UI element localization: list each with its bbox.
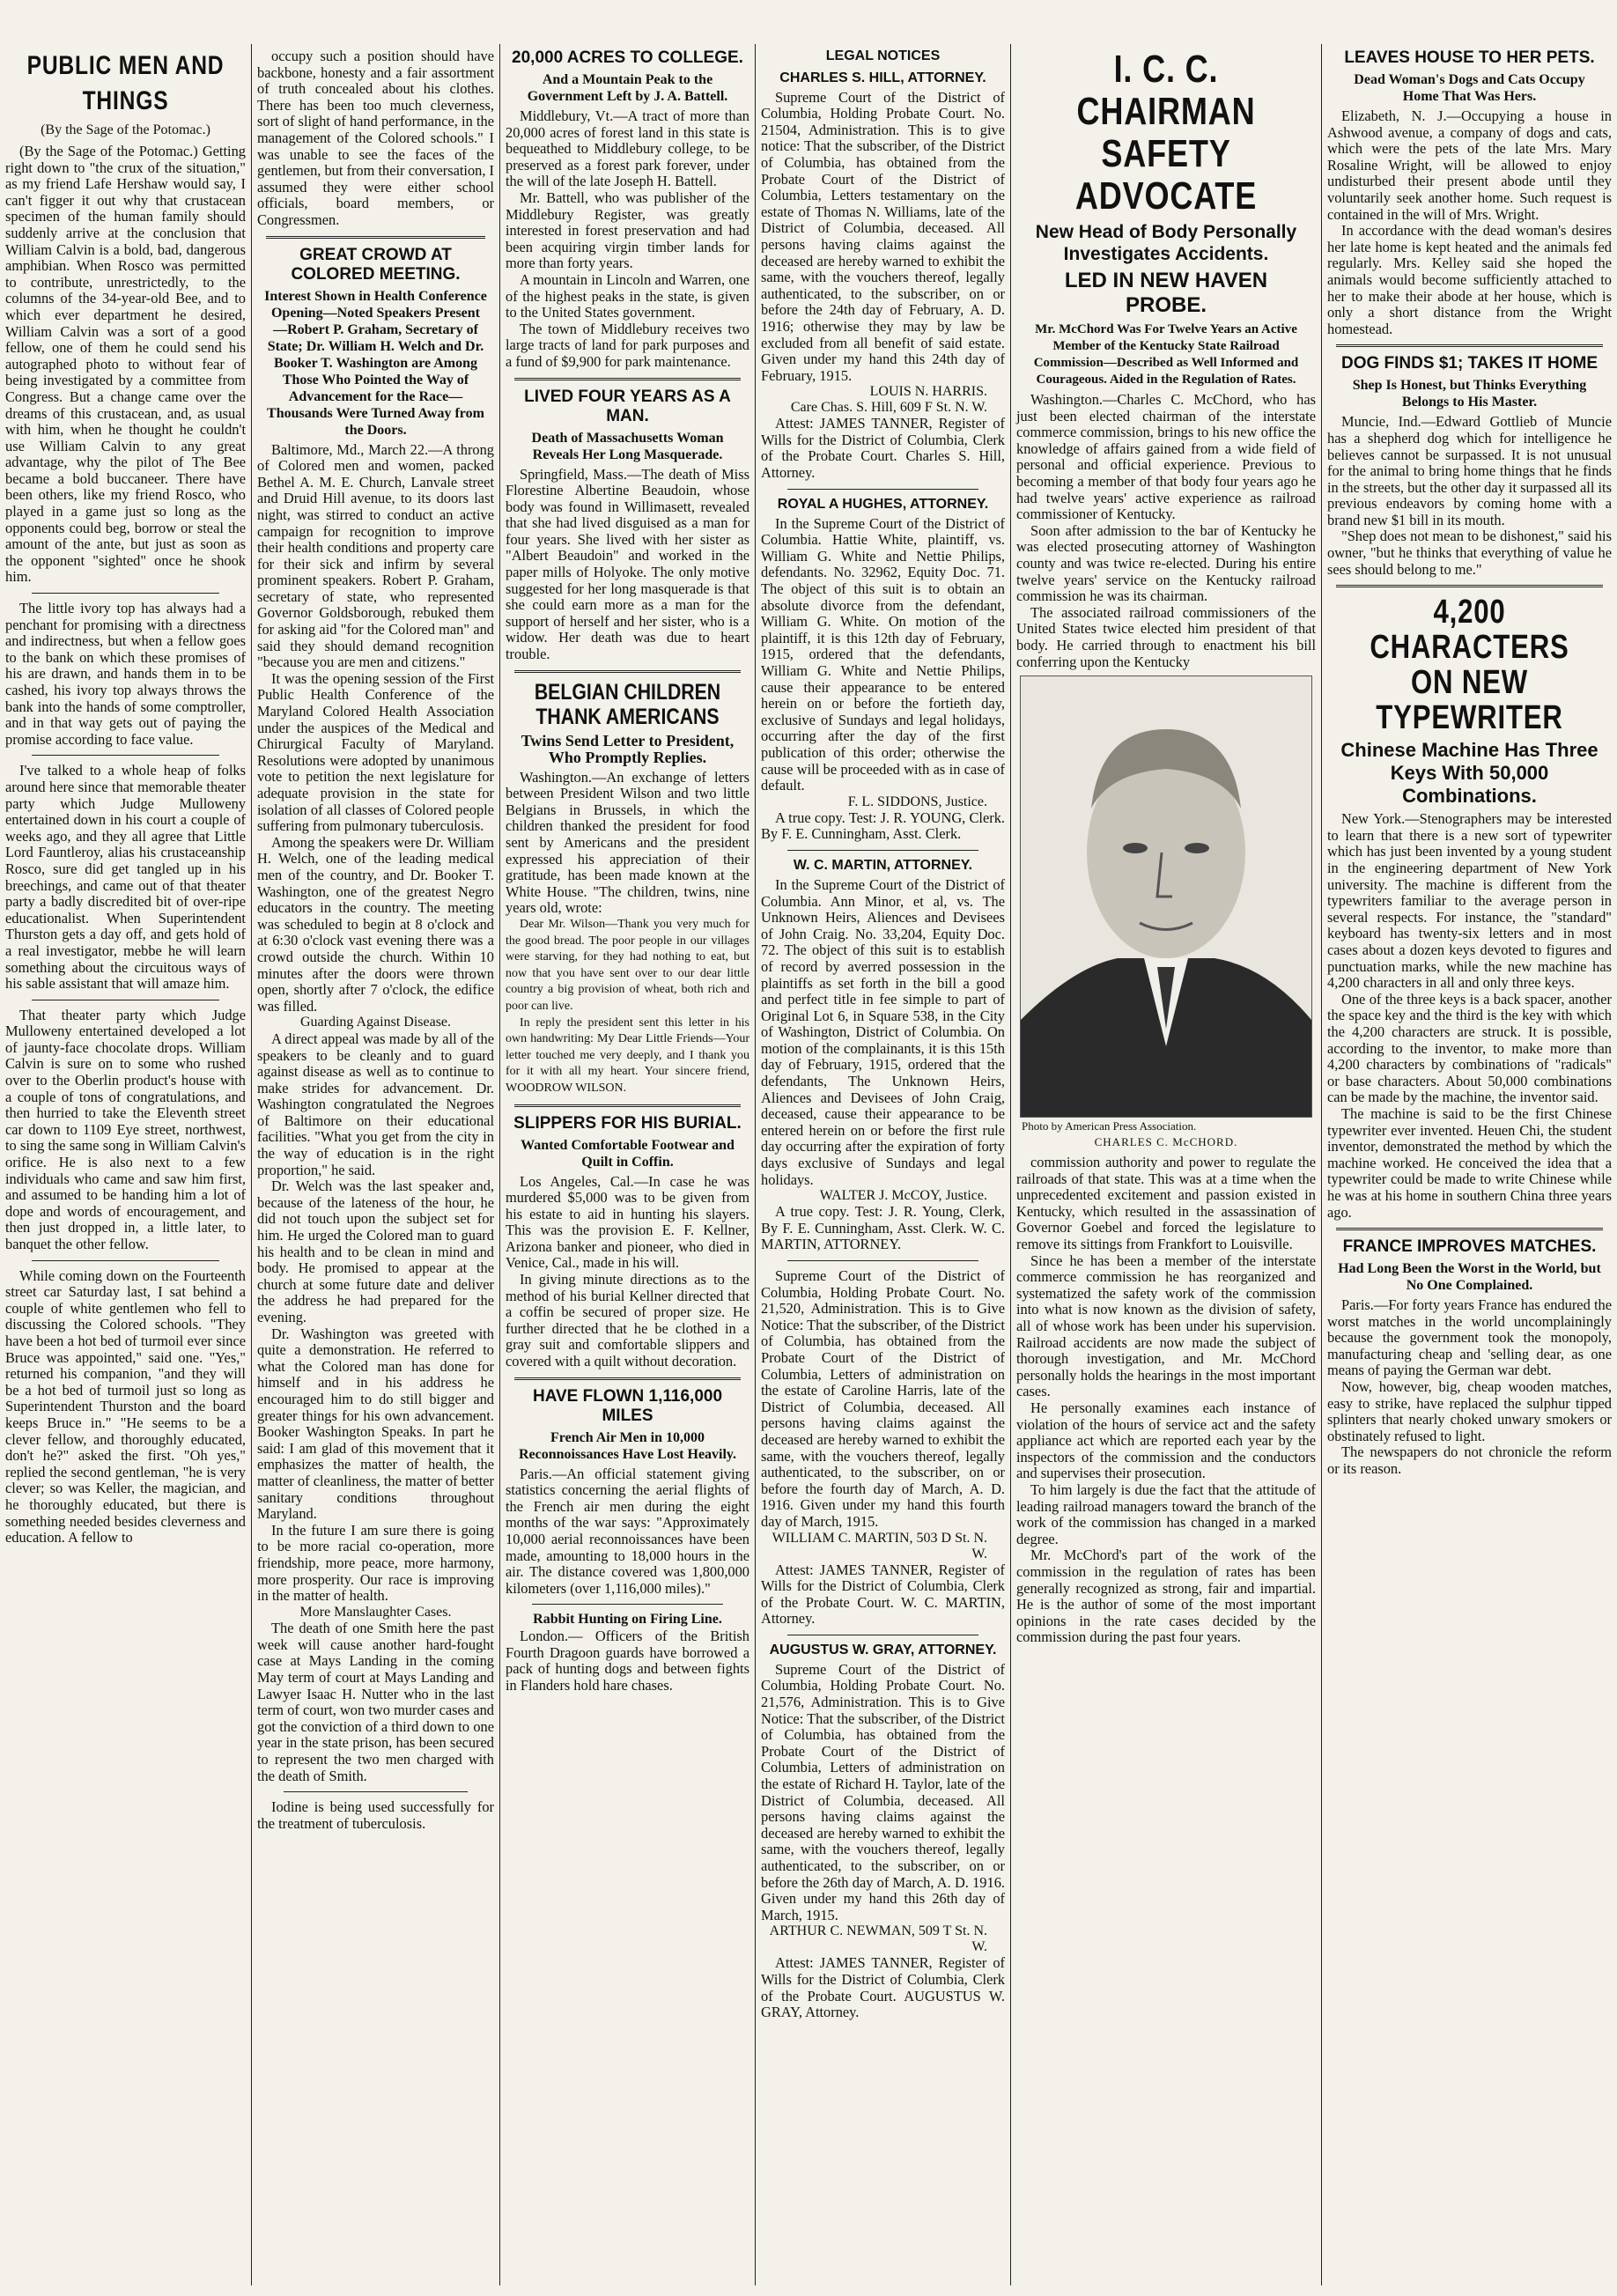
paragraph: Iodine is being used successfully for the treatment of tuberculosis. (257, 1798, 494, 1832)
paragraph: The associated railroad commissioners of the United States twice elected him president of that body. He carried through to enactment his bill conferring upon the Kentucky (1016, 603, 1316, 670)
deck: Death of Massachusetts Woman Reveals Her Long Masquerade. (531, 430, 724, 462)
paragraph: Washington.—Charles C. McChord, who has just been elected chairman of the interstate commerce commission, brings to his new office the knowledge of affairs gained from a wide field of personal and official experience. Previous to becoming a member of that body four years ago he had twelve years' active experience as railroad commissioner of Kentucky. (1016, 391, 1316, 523)
paragraph: In the future I am sure there is going to be more racial co-operation, more friendship, more peace, more harmony, more prosperity. Our race is improving in the matter of health. (257, 1521, 494, 1605)
notice-body: Supreme Court of the District of Columbia, Holding Probate Court. No. 21504, Administration. This is to give notice: That the subscriber, of the District of Columbia, has obtained from the Probate Court of the District of Columbia, Letters testamentary on the estate of Thomas N. Williams, late of the District of Columbia, deceased. All persons having claims against the deceased are hereby warned to exhibit the same, with the vouchers thereof, legally authenticated, to the subscriber, on or before the 24th day of February, A. D. 1916; otherwise they may by law be excluded from all benefit of said estate. Given under my hand this 24th day of February, 1915. (761, 88, 1005, 384)
paragraph: Dear Mr. Wilson—Thank you very much for the good bread. The poor people in our villages were starving, for they had nothing to eat, but now that you have sent over to our dear little country a big provision of wheat, both rich and poor can live. (506, 917, 749, 1013)
subhead: More Manslaughter Cases. (299, 1604, 452, 1620)
deck: Chinese Machine Has Three Keys With 50,000 Combinations. (1340, 739, 1599, 808)
paragraph: The machine is said to be the first Chinese typewriter ever invented. Heuen Chi, the student inventor, demonstrated the method by which the machine worked. He conceived the idea that a typewriter could be made to write Chinese while he was at his home in southern China three years ago. (1327, 1104, 1612, 1221)
paragraph: Baltimore, Md., March 22.—A throng of Colored men and women, packed Bethel A. M. E. Church, Lanvale street and Druid Hill avenue, to its doors last night, was stirred to conduct an active campaign for recognition to improve their health conditions and property care for their sick and infirm by several prominent speakers. Robert P. Graham, secretary of state, who represented Governor Goldsborough, rebuked them for asking aid "for the Colored man" and said they should demand recognition "because you are men and citizens." (257, 440, 494, 671)
notice-signature: WILLIAM C. MARTIN, 503 D St. N. W. (772, 1530, 987, 1561)
notice-head: W. C. MARTIN, ATTORNEY. (793, 857, 973, 873)
notice-signature: WALTER J. McCOY, Justice. (819, 1188, 987, 1204)
paragraph: A direct appeal was made by all of the speakers to be cleanly and to guard against disease as well as to continue to make strides for advancement. Dr. Washington congratulated the Negroes of Baltimore on their educational facilities. "What you get from the city in the way of education is in the right proportion," he said. (257, 1030, 494, 1178)
notice-body: Supreme Court of the District of Columbia, Holding Probate Court. No. 21,576, Administration. This is to Give Notice: That the subscriber, of the District of Columbia, has obtained from the Probate Court of the District of Columbia, Letters of administration on the estate of Richard H. Taylor, late of the District of Columbia, deceased. All persons having claims against the deceased are hereby warned to exhibit the same, with the vouchers thereof, legally authenticated, to the subscriber, on or before the 26th day of March, A. D. 1916. Given under my hand this 26th day of March, 1915. (761, 1660, 1005, 1923)
column-news (500, 48, 755, 2285)
paragraph: He personally examines each instance of violation of the hours of service act and the safety appliance act which are reported each year by the inspectors of the commission and the conductors and supervises their prosecution. (1016, 1399, 1316, 1482)
column-public-men (0, 48, 251, 2285)
photo-caption: CHARLES C. McCHORD. (1094, 1135, 1238, 1149)
subhead: Guarding Against Disease. (299, 1015, 452, 1030)
headline-college: 20,000 ACRES TO COLLEGE. (512, 48, 743, 67)
headline-new-typewriter: ON NEW TYPEWRITER (1376, 664, 1563, 737)
paragraph: The town of Middlebury receives two large tracts of land for park purposes and a fund of $9,900 for park maintenance. (506, 320, 749, 370)
paragraph: Among the speakers were Dr. William H. Welch, one of the leading medical men of the country, and Dr. Booker T. Washington, one of the greatest Negro educators in the country. The meeting was scheduled to begin at 8 o'clock and at 6:30 o'clock vast evening there was a crowd outside the church. Within 10 minutes after the doors were thrown open, shortly after 7 o'clock, the edifice was filled. (257, 833, 494, 1015)
notice (761, 1643, 1005, 2021)
paragraph: The death of one Smith here the past week will cause another hard-fought case at Mays Landing in the coming May term of court at Mays Landing and Lawyer Isaac H. Nutter who in the last term of court, won two murder cases and got the conviction of a third down to one year in the state prison, has been secured to represent the two men charged with the death of Smith. (257, 1620, 494, 1784)
notice-signature: LOUIS N. HARRIS. (869, 384, 987, 400)
paragraph: Since he has been a member of the interstate commerce commission he has reorganized and systematized the safety work of the commission into what is now known as the division of safety, all of whose work has been under his supervision. Railroad accidents are now made the subject of thorough investigation, and Mr. McChord personally holds the hearings in the most important cases. (1016, 1251, 1316, 1400)
notice-head: CHARLES S. HILL, ATTORNEY. (779, 70, 986, 85)
headline-france-matches: FRANCE IMPROVES MATCHES. (1342, 1237, 1597, 1257)
headline-4200-characters: 4,200 CHARACTERS (1370, 594, 1569, 667)
paragraph: The newspapers do not chronicle the reform or its reason. (1327, 1443, 1612, 1478)
deck: Shep Is Honest, but Thinks Everything Belongs to His Master. (1352, 378, 1587, 410)
paragraph: Springfield, Mass.—The death of Miss Florestine Albertine Beaudoin, whose body was found in Willimasett, revealed that she had lived disguised as a man for four years. She lived with her sister as "Albert Beaudoin" and worked in the paper mills of Holyoke. The only motive suggested for her long masquerade is that she could earn more as a man for the support of herself and her sister, who is a widow. Her death was due to heart trouble. (506, 465, 749, 663)
paragraph: Mr. Battell, who was publisher of the Middlebury Register, was greatly interested in forest preservation and had been acquiring virgin timber lands for more than forty years. (506, 188, 749, 272)
paragraph: One of the three keys is a back spacer, another the space key and the third is the key with which the 4,200 characters are struck. It is possible, according to the inventor, to make more than 4,200 characters by combinations of "radicals" or base characters. About 50,000 combinations can be made by the machine, the inventor said. (1327, 990, 1612, 1106)
notice-head: AUGUSTUS W. GRAY, ATTORNEY. (769, 1642, 997, 1657)
deck: LED IN NEW HAVEN PROBE. (1064, 269, 1268, 317)
headline-dog-finds: DOG FINDS $1; TAKES IT HOME (1340, 354, 1598, 373)
notice-attest: A true copy. Test: J. R. YOUNG, Clerk. By F. E. Cunningham, Asst. Clerk. (761, 808, 1005, 843)
notice (761, 70, 1005, 482)
paragraph: London.— Officers of the British Fourth Dragoon guards have borrowed a pack of hunting dogs and between fights in Flanders hold hare chases. (506, 1627, 749, 1694)
paragraph: occupy such a position should have backbone, honesty and a fair assortment of truth concealed about his clothes. There has been too much cleverness, sort of slight of hand performance, in the management of the Colored schools." I was unable to see the faces of the gentlemen, but from their conversation, I assumed they were either school officials, board members, or Congressmen. (257, 48, 494, 228)
headline-leaves-house: LEAVES HOUSE TO HER PETS. (1344, 48, 1595, 67)
paragraph: Elizabeth, N. J.—Occupying a house in Ashwood avenue, a company of dogs and cats, which were the pets of the late Mrs. Mary Rosaline Wright, will be allowed to enjoy undisturbed their present abode until they voluntarily seek another home. Such request is contained in the will of Mrs. Wright. (1327, 107, 1612, 223)
deck: Mr. McChord Was For Twelve Years an Active Member of the Kentucky State Railroad Commission—Described as Well Informed and Courageous. Aided in the Regulation of Rates. (1033, 322, 1299, 387)
notice-attest: Attest: JAMES TANNER, Register of Wills for the District of Columbia, Clerk of the Probate Court. Charles S. Hill, Attorney. (761, 415, 1005, 482)
paragraph: (By the Sage of the Potomac.) Getting right down to "the crux of the situation," as my friend Lafe Hershaw would say, I can't figger it out why that crustacean specimen of the human family should suddenly arrive at the conclusion that William Calvin is a bold, bad, dangerous amphibian. When Rosco was permitted to contribute, unrestrictedly, to the columns of the 34-year-old Bee, and to which ever department he desired, William Calvin was a sort of a good fellow, one of them he could send his autographed photo to without fear of being investigated by a committee from Congress. But a change came over the dreams of this crustacean, and, as usual with him, when he thought he couldn't use William Calvin to any great advantage, why the pilot of The Bee became a bold buccaneer. There have been others, like my friend Rosco, who played in a game just so long as the opponents could beg, borrow or steal the amount of the ante, but just as soon as the opponent "sighted" once he shook him. (5, 143, 246, 586)
paragraph: While coming down on the Fourteenth street car Saturday last, I sat behind a couple of white gentlemen who fell to discussing the Colored schools. "They have been a hot bed of turmoil ever since Bruce was appointed," said one. "Yes," returned his companion, "and they will be a hot bed of turmoil just so long as Superintendent Thurston and the board keeps Bruce in." "He seems to be a clever fellow, and thoroughly educated, don't he?" asked the first. "Oh yes," replied the second gentleman, "he is very clever; so was Keller, the magician, and he thoroughly educated, but there is something needed besides cleverness and education. A fellow to (5, 1266, 246, 1547)
headline-icc-chairman: I. C. C. CHAIRMAN (1076, 48, 1256, 133)
deck: Wanted Comfortable Footwear and Quilt in Coffin. (521, 1137, 735, 1170)
column-legal-notices (756, 48, 1010, 2285)
paragraph: A mountain in Lincoln and Warren, one of the highest peaks in the state, is given to the United States government. (506, 270, 749, 321)
column-misc-news (1322, 48, 1617, 2285)
paragraph: Washington.—An exchange of letters between President Wilson and two little Belgians in Brussels, in which the children thanked the president for food sent by Americans and the president expressed his appreciation of their gratitude, has been made known at the White House. "The children, twins, nine years old, wrote: (506, 768, 749, 917)
deck: French Air Men in 10,000 Reconnoissances Have Lost Heavily. (518, 1429, 737, 1462)
notice-signature: Care Chas. S. Hill, 609 F St. N. W. (790, 400, 987, 416)
subhead: Rabbit Hunting on Firing Line. (533, 1612, 722, 1628)
photo-credit: Photo by American Press Association. (1022, 1119, 1197, 1133)
headline-lived-as-man: LIVED FOUR YEARS AS A MAN. (524, 387, 731, 425)
notice-signature: F. L. SIDDONS, Justice. (847, 794, 987, 809)
notice (761, 858, 1005, 1253)
paragraph: New York.—Stenographers may be interested to learn that there is a new sort of typewriter which has just been invented by a young student in the engineering department of New York university. The machine is different from the typewriters familiar to the average person in several respects. For instance, the "standard" keyboard has twenty-six letters and in most cases about a dozen keys devoted to figures and punctuation marks, while the new machine has 4,200 characters in all and only three keys. (1327, 810, 1612, 992)
paragraph: The little ivory top has always had a penchant for promising with a directness and indirectness, but when a fellow goes to the bank on which these promises of his are drawn, and hands them in to be cashed, his ivory top always throws the bank into the hands of some comptroller, and in that way gets out of paying the promise according to face value. (5, 600, 246, 748)
paragraph: Mr. McChord's part of the work of the commission in the regulation of rates has been generally recognized as strong, fair and impartial. He is the author of some of the most important opinions in the rate cases decided by the commission during the past four years. (1016, 1547, 1316, 1646)
column-icc-chairman (1011, 48, 1321, 2285)
notice-attest: Attest: JAMES TANNER, Register of Wills for the District of Columbia, Clerk of the Probate Court. W. C. MARTIN, Attorney. (761, 1561, 1005, 1628)
portrait-photo (1020, 676, 1312, 1118)
notice-body: In the Supreme Court of the District of Columbia. Ann Minor, et al, vs. The Unknown Heirs, Aliences and Devisees of John Craig. No. 33,204, Equity Doc. 72. The object of this suit is to establish of record by averred possession in the plaintiffs as set forth in the bill a good and perfect title in fee simple to part of Original Lot 6, in Square 538, in the City of Washington, District of Columbia. On motion of the complainants, it is this 15th day of February, 1915, ordered that the defendants, The Unknown Heirs, Aliences and Devisees of John Craig, deceased, cause their appearance to be entered herein on or before the first rule day occurring after the expiration of forty days exclusive of Sundays and legal holidays. (761, 875, 1005, 1188)
paragraph: In reply the president sent this letter in his own handwriting: My Dear Little Friends—Your letter touched me very deeply, and I thank you for it with all my heart. Your sincere friend, WOODROW WILSON. (506, 1015, 749, 1095)
column-colored-meeting (252, 48, 499, 2285)
notice-body: In the Supreme Court of the District of Columbia. Hattie White, plaintiff, vs. William G. White and Nettie Philips, defendants. No. 32962, Equity Doc. 71. The object of this suit is to obtain an absolute divorce from the defendant, William G. White. On motion of the plaintiff, it is this 12th day of February, 1915, ordered that the defendants, William G. White and Nettie Philips, cause their appearance to be entered herein on or before the fortieth day, exclusive of Sundays and legal holidays, occurring after the day of the first publication of this order; otherwise the cause will be proceeded with as in case of default. (761, 514, 1005, 794)
headline-flown-miles: HAVE FLOWN 1,116,000 MILES (532, 1386, 723, 1425)
notice-signature: ARTHUR C. NEWMAN, 509 T St. N. W. (769, 1923, 987, 1955)
paragraph: Paris.—An official statement giving statistics concerning the aerial flights of the French air men during the eight months of the war says: "Approximately 10,000 aerial reconnoissances have been made, amounting to 18,000 hours in the air. The distance covered was 1,800,000 kilometers (over 1,116,000 miles)." (506, 1465, 749, 1597)
deck: Twins Send Letter to President, Who Promptly Replies. (521, 731, 735, 766)
paragraph: Now, however, big, cheap wooden matches, easy to strike, have replaced the sulphur tipped splinters that nearly choked unwary smokers or obstinately refused to light. (1327, 1378, 1612, 1444)
deck: Had Long Been the Worst in the World, but No One Complained. (1338, 1261, 1601, 1294)
paragraph: It was the opening session of the First Public Health Conference of the Maryland Colored Health Association under the auspices of the Medical and Chirurgical Faculty of Maryland. Resolutions were adopted by unanimous vote to petition the next legislature for adequate provision in the state for isolation of all classes of Colored people suffering from pulmonary tuberculosis. (257, 669, 494, 835)
paragraph: "Shep does not mean to be dishonest," said his owner, "but he thinks that everything of value he sees should belong to me." (1327, 528, 1612, 578)
paragraph: Dr. Washington was greeted with quite a demonstration. He referred to what the Colored man has done for himself and in his address he encouraged him to do still bigger and greater things for his own advancement. Booker Washington Speaks. In part he said: I am glad of this movement that it emphasizes the matter of health, the matter of cleanliness, the matter of better sanitary conditions throughout Maryland. (257, 1325, 494, 1523)
paragraph: Dr. Welch was the last speaker and, because of the lateness of the hour, he did not touch upon the subject set for him. He urged the Colored man to guard his health and to be clean in mind and body. He promised to appear at the church at some future date and deliver the address he had prepared for the evening. (257, 1178, 494, 1325)
byline: (By the Sage of the Potomac.) (41, 122, 210, 137)
notice (761, 1268, 1005, 1628)
deck: Interest Shown in Health Conference Opening—Noted Speakers Present—Robert P. Graham, Secretary of State; Dr. William H. Welch and Dr. Booker T. Washington are Among Those Who Pointed the Way of Advancement for the Race— Thousands Were Turned Away from the Doors. (264, 288, 487, 438)
notice-attest: A true copy. Test: J. R. Young, Clerk, By F. E. Cunningham, Asst. Clerk. W. C. MARTIN, ATTORNEY. (761, 1203, 1005, 1253)
headline-slippers: SLIPPERS FOR HIS BURIAL. (513, 1113, 742, 1133)
paragraph: To him largely is due the fact that the attitude of leading railroad managers toward the branch of the work of the commission has changed in a marked degree. (1016, 1480, 1316, 1547)
deck: Dead Woman's Dogs and Cats Occupy Home That Was Hers. (1354, 72, 1585, 104)
paragraph: That theater party which Judge Mulloweny entertained developed a lot of jaunty-face chocolate drops. William Calvin is sure on to some who rushed over to the Oberlin product's house with a couple of tons of congratulations, and then hurried to take the Eleventh street car down to 1109 Eye street, northwest, to sing the same song in William Calvin's orifice. He is also next to a few individuals who came and saw him first, and assumed to be handing him a lot of dope and words of encouragement, and then just dropped in, a little later, to banquet the other fellow. (5, 1006, 246, 1252)
paragraph: Soon after admission to the bar of Kentucky he was elected prosecuting attorney of Washington county and was twice re-elected. During his entire twelve years' service on the Kentucky railroad commission he was its chairman. (1016, 521, 1316, 605)
paragraph: commission authority and power to regulate the railroads of that state. This was at a time when the unprecedented excitement and passion existed in Kentucky, which resulted in the assassination of Governor Goebel and forced the legislature to remove its sittings from Frankfort to Louisville. (1016, 1154, 1316, 1253)
notice-attest: Attest: JAMES TANNER, Register of Wills for the District of Columbia, Clerk of the Probate Court. AUGUSTUS W. GRAY, Attorney. (761, 1954, 1005, 2021)
paragraph: In giving minute directions as to the method of his burial Kellner directed that a coffin be secured of proper size. He further directed that he be clothed in a gray suit and comfortable slippers and covered with a quilt without decoration. (506, 1271, 749, 1370)
paragraph: Los Angeles, Cal.—In case he was murdered $5,000 was to be given from his estate to aid in hunting his slayers. This was the provision E. F. Kellner, Arizona banker and pioneer, who died in Venice, Cal., made in his will. (506, 1172, 749, 1272)
headline-safety-advocate: SAFETY ADVOCATE (1074, 132, 1258, 218)
paragraph: Middlebury, Vt.—A tract of more than 20,000 acres of forest land in this state is bequeathed to Middlebury college, to be preserved as a forest park forever, under the will of the late Joseph H. Battell. (506, 107, 749, 190)
notice (761, 497, 1005, 843)
headline-thank-americans: THANK AMERICANS (535, 704, 720, 729)
headline-public-men: PUBLIC MEN AND THINGS (26, 51, 225, 115)
paragraph: In accordance with the dead woman's desires her late home is kept heated and the animals fed regularly. Mrs. Kelley said she hoped the animals would become sufficiently attached to her to make their abode at her house, which is only a short distance from the Wright homestead. (1327, 222, 1612, 337)
portrait-icon (1021, 676, 1311, 1117)
deck: And a Mountain Peak to the Government Left by J. A. Battell. (527, 72, 728, 104)
headline-belgian-children: BELGIAN CHILDREN (534, 679, 721, 705)
notice-body: Supreme Court of the District of Columbia, Holding Probate Court. No. 21,520, Administration. This is to Give Notice: That the subscriber, of the District of Columbia, has obtained from the Probate Court of the District of Columbia, Letters of administration on the estate of Caroline Harris, late of the District of Columbia, deceased. All persons having claims against the deceased are hereby warned to exhibit the same, with the vouchers thereof, legally authenticated, to the subscriber, on or before the fourth day of March, A. D. 1916. Given under my hand this fourth day of March, 1915. (761, 1267, 1005, 1530)
paragraph: Muncie, Ind.—Edward Gottlieb of Muncie has a shepherd dog which for intelligence he believes cannot be surpassed. It is not unusual for the animal to bring home things that he finds in the streets, but the other day it surpassed all its previous endeavors by coming home with a brand new $1 bill in its mouth. (1327, 413, 1612, 528)
headline-colored-meeting: GREAT CROWD AT COLORED MEETING. (291, 245, 461, 284)
legal-notices-title: LEGAL NOTICES (825, 48, 941, 63)
deck: New Head of Body Personally Investigates Accidents. (1035, 222, 1297, 264)
paragraph: I've talked to a whole heap of folks around here since that memorable theater party which Judge Mulloweny entertained down in his court a couple of weeks ago, and they all agree that Little Lord Fauntleroy, alias his crustaceanship Rosco, sure did get tangled up in his breechings, and came out of that theater party a badly discredited bit of over-ripe educationalist. When Superintendent Thurston gets a day off, and gets hold of a real investigator, mebbe he will learn something about the circuitous ways of his sable assistant that will amaze him. (5, 762, 246, 993)
notice-head: ROYAL A HUGHES, ATTORNEY. (777, 496, 989, 512)
paragraph: Paris.—For forty years France has endured the worst matches in the world uncomplainingly because the government took the monopoly, manufacturing cheap and 'selling dear, as one means of paying the German war debt. (1327, 1296, 1612, 1379)
